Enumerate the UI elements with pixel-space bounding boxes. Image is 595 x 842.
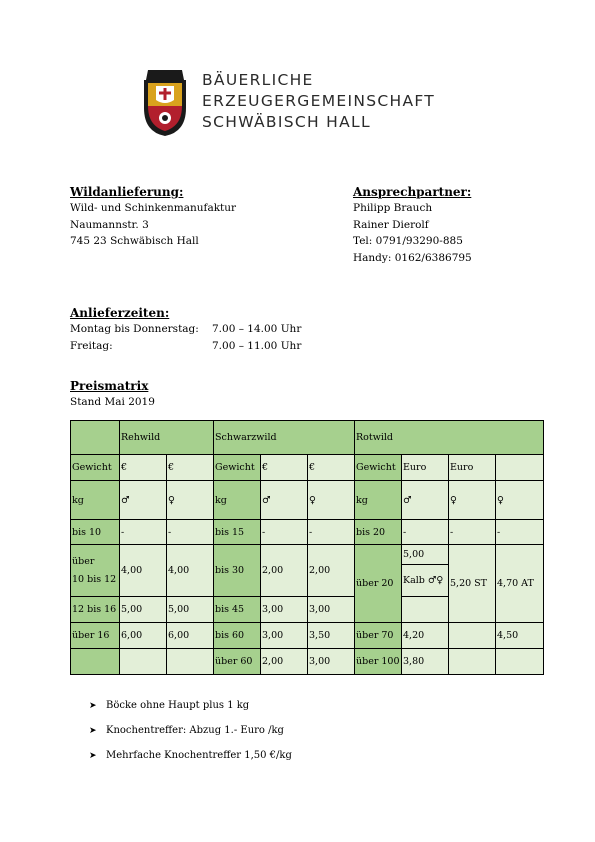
price-subtitle: Stand Mai 2019 — [70, 396, 155, 408]
table-cell: bis 10 — [71, 520, 120, 545]
table-cell — [496, 649, 544, 675]
table-cell: bis 45 — [214, 597, 261, 623]
table-cell: ♂ — [261, 481, 308, 520]
brand-line-2: ERZEUGERGEMEINSCHAFT — [202, 92, 436, 110]
table-cell: 3,50 — [308, 623, 355, 649]
table-cell: 2,00 — [308, 545, 355, 597]
table-cell: 5,00 — [120, 597, 167, 623]
table-cell: kg — [214, 481, 261, 520]
price-matrix-table — [70, 420, 544, 675]
table-cell: Gewicht — [71, 455, 120, 481]
contact-line: Rainer Dierolf — [353, 218, 429, 231]
table-cell — [120, 649, 167, 675]
table-cell: 4,50 — [496, 623, 544, 649]
table-cell: ♀ — [167, 481, 214, 520]
table-cell: bis 20 — [355, 520, 402, 545]
table-cell — [167, 649, 214, 675]
table-cell: 6,00 — [167, 623, 214, 649]
contact-heading: Ansprechpartner: — [353, 185, 472, 199]
table-cell: Euro — [402, 455, 449, 481]
delivery-heading: Wildanlieferung: — [70, 185, 184, 199]
table-cell: 3,00 — [308, 597, 355, 623]
table-cell: - — [449, 520, 496, 545]
table-cell: 5,00 — [167, 597, 214, 623]
hours-block — [70, 305, 330, 355]
brand-logo — [140, 66, 460, 138]
table-cell — [449, 623, 496, 649]
table-cell: 12 bis 16 — [71, 597, 120, 623]
table-row — [71, 455, 544, 481]
table-cell: 5,20 ST — [449, 545, 496, 623]
contact-block — [353, 184, 472, 266]
price-block-header — [70, 378, 155, 411]
table-cell: bis 15 — [214, 520, 261, 545]
table-cell: Schwarzwild — [214, 421, 355, 455]
table-cell: 4,20 — [402, 623, 449, 649]
note-item — [89, 750, 292, 761]
delivery-line: Naumannstr. 3 — [70, 218, 149, 231]
weight-label: 10 bis 12 — [72, 573, 117, 585]
table-row — [71, 421, 544, 455]
delivery-line: 745 23 Schwäbisch Hall — [70, 235, 199, 247]
table-cell: ♂ — [120, 481, 167, 520]
table-cell: Gewicht — [214, 455, 261, 481]
table-cell — [402, 597, 449, 623]
note-item — [89, 725, 284, 736]
note-text: Böcke ohne Haupt plus 1 kg — [106, 700, 250, 711]
note-item — [89, 700, 249, 711]
table-cell: - — [120, 520, 167, 545]
table-cell: 2,00 — [261, 649, 308, 675]
table-cell: € — [167, 455, 214, 481]
table-cell: 3,80 — [402, 649, 449, 675]
price-heading: Preismatrix — [70, 379, 149, 393]
table-cell: 4,00 — [167, 545, 214, 597]
note-text: Mehrfache Knochentreffer 1,50 €/kg — [106, 750, 292, 761]
arrow-bullet-icon: ➤ — [89, 751, 97, 761]
note-text: Knochentreffer: Abzug 1.- Euro /kg — [106, 725, 284, 736]
table-cell: - — [496, 520, 544, 545]
contact-line: Philipp Brauch — [353, 202, 433, 214]
table-cell: Rotwild — [355, 421, 544, 455]
table-cell — [71, 649, 120, 675]
hours-heading: Anlieferzeiten: — [70, 306, 170, 320]
table-cell: € — [308, 455, 355, 481]
table-cell: ♀ — [308, 481, 355, 520]
table-cell: über 20 — [355, 545, 402, 623]
hours-time: 7.00 – 11.00 Uhr — [212, 340, 302, 352]
table-cell — [71, 545, 120, 597]
table-cell: Kalb ♂♀ — [402, 565, 449, 597]
table-cell: 3,00 — [308, 649, 355, 675]
table-cell: - — [167, 520, 214, 545]
brand-name — [202, 70, 435, 133]
table-cell: ♀ — [449, 481, 496, 520]
table-cell: - — [308, 520, 355, 545]
hours-day: Montag bis Donnerstag: — [70, 323, 199, 335]
table-cell: über 16 — [71, 623, 120, 649]
table-row — [71, 545, 544, 565]
table-cell — [496, 455, 544, 481]
hours-row — [70, 338, 330, 355]
arrow-bullet-icon: ➤ — [89, 701, 97, 711]
table-cell: 5,00 — [402, 545, 449, 565]
table-cell: Rehwild — [120, 421, 214, 455]
table-cell: bis 60 — [214, 623, 261, 649]
table-row — [71, 481, 544, 520]
table-cell: ♂ — [402, 481, 449, 520]
table-cell: € — [120, 455, 167, 481]
table-cell: - — [261, 520, 308, 545]
table-row — [71, 520, 544, 545]
table-row — [71, 623, 544, 649]
hours-time: 7.00 – 14.00 Uhr — [212, 323, 302, 335]
table-cell: über 60 — [214, 649, 261, 675]
table-cell: kg — [71, 481, 120, 520]
table-cell: 3,00 — [261, 597, 308, 623]
contact-line: Handy: 0162/6386795 — [353, 251, 472, 264]
brand-line-1: BÄUERLICHE — [202, 71, 314, 89]
crest-icon — [140, 66, 190, 138]
table-cell — [71, 421, 120, 455]
delivery-line: Wild- und Schinkenmanufaktur — [70, 202, 237, 214]
brand-line-3: SCHWÄBISCH HALL — [202, 113, 371, 131]
table-cell: über 70 — [355, 623, 402, 649]
delivery-block — [70, 184, 236, 250]
table-cell: Gewicht — [355, 455, 402, 481]
table-cell — [449, 649, 496, 675]
hours-row — [70, 321, 330, 338]
table-cell: - — [402, 520, 449, 545]
table-cell: über 100 — [355, 649, 402, 675]
table-cell: 3,00 — [261, 623, 308, 649]
table-cell: 4,00 — [120, 545, 167, 597]
table-cell: Euro — [449, 455, 496, 481]
table-cell: 2,00 — [261, 545, 308, 597]
weight-label: über — [72, 555, 95, 567]
arrow-bullet-icon: ➤ — [89, 726, 97, 736]
hours-day: Freitag: — [70, 340, 113, 352]
table-row — [71, 649, 544, 675]
table-cell: € — [261, 455, 308, 481]
table-cell: ♀ — [496, 481, 544, 520]
table-cell: 4,70 AT — [496, 545, 544, 623]
table-cell: kg — [355, 481, 402, 520]
table-cell: bis 30 — [214, 545, 261, 597]
table-cell: 6,00 — [120, 623, 167, 649]
contact-line: Tel: 0791/93290-885 — [353, 235, 463, 247]
